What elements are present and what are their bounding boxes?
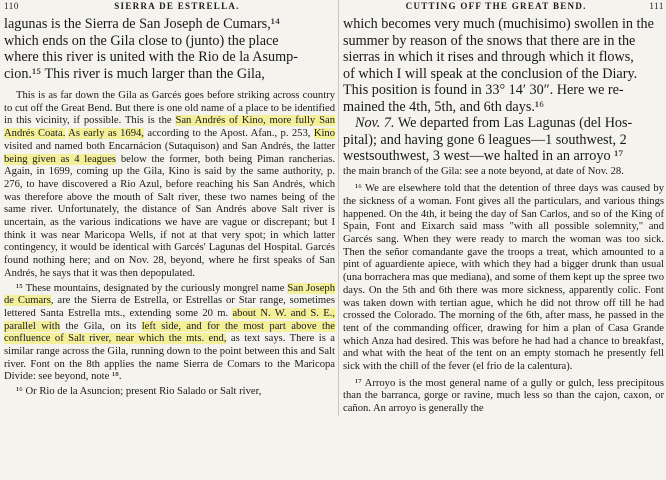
right-main-line-8: pital); and having gone 6 leagues—1 southwest, 2	[343, 131, 627, 148]
right-running-head	[343, 1, 664, 13]
right-main-line-3: sierras in which it rises and through which it flows,	[343, 49, 634, 65]
footnote-15: ¹⁵ These mountains, designated by the curiously mongrel name San Joseph de Cumars, are the Sierra de Estrella, or Estrellas or Star range, sometimes lettered Santa Estrella mts., extending some 20 m. about N. W. and S. E., parallel with the Gila, on its left side, and for the most part above the confluence of Salt river, near which the mts. end, as text says. There is a similar range across the Gila, running down to the point between this and Salt river. Font on the 8th applies the name Sierra de Comars to the Maricopa Divide: see beyond, note ¹⁸.	[4, 282, 336, 383]
right-main-line-7: Nov. 7. We departed from Las Lagunas (del Hos-	[355, 115, 633, 131]
right-main-line-9: westsouthwest, 3 west—we halted in an arroyo ¹⁷	[343, 148, 624, 164]
left-page	[4, 0, 338, 399]
footnote-17: ¹⁶ We are elsewhere told that the detention of three days was caused by the sickness of a woman. Font gives all the particulars, and various things happened. On the 4th, it being the day of San Carlos, and so of the King of Spain, Font and Eixarch said mass "with all possible solemnity," and Garcés sang. When they were ready to march the woman was too sick. Then the señor comandante gave the troops a treat, which amounted to a pint of aguardiente apiece, with which they had a bigger drunk than usual (una borrachera mas que mediana), and some of them kept up the spree two days. On the 5th and 6th there was more sickness, apparently colic. Font was taken down with tertian ague, which he did not throw off till he had crossed the Colorado. The morning of the 6th, after mass, he passed in the tent of the commanding officer, drawing for him a plan of Casa Grande which Anza had desired. This was before he had had a chance to breakfast, and what with the heat of the tent on an empty stomach he presently fell sick with the chill of the fever (el frio de la calentura).	[343, 183, 664, 373]
right-note-continued: the main branch of the Gila: see a note beyond, at date of Nov. 28.	[343, 165, 624, 177]
right-main-line-4: of which I will speak at the conclusion of the Diary.	[343, 65, 638, 82]
left-main-line-1: lagunas is the Sierra de San Joseph de Cumars,¹⁴	[4, 16, 280, 32]
footnote-14-continued: This is as far down the Gila as Garcés goes before striking across country to cut off the Great Bend. But there is one old name of a place to be identified in this vicinity, if possible. This is the San Andrés of Kino, more fully San Andrés Coata. As early as 1694, according to the Apost. Afan., p. 253, Kino visited and named both Encarnácion (Sutaquison) and San Andrés, the latter being given as 4 leagues below the former, both being Piman rancherias. Again, in 1699, coming up the Gila, Kino is said by the same authority, p. 276, to have discovered a Rio Azul, before reaching his San Andrés, which was therefore above the mouth of Salt river, these two names being of the same river. Unfortunately, the distance of San Andrés above Salt river is uncertain, as the various indications we have are vague or discrepant; but I think it was near Maricopa Wells, if not at that very spot; in which latter contingency, it would be identical with Garcés' Lagunas del Hospital. Garcés found nothing here; and on Nov. 28, beyond, where he first speaks of San Andrés, he says that it was then depopulated.	[4, 90, 335, 279]
right-main-line-1: which becomes very much (muchisimo) swollen in the	[343, 16, 654, 32]
footnote-18: ¹⁷ Arroyo is the most general name of a gully or gulch, less precipitous than the barranca, gorge or ravine, much less so than the cajon, caxon, or cañon. An arroyo is generally the	[343, 377, 664, 415]
right-running-title: CUTTING OFF THE GREAT BEND.	[405, 1, 587, 11]
footnote-16: ¹⁶ Or Rio de la Asuncion; present Rio Salado or Salt river,	[16, 386, 262, 398]
left-main-line-3: where this river is united with the Rio de la Asump-	[4, 49, 298, 65]
left-running-title: SIERRA DE ESTRELLA.	[114, 1, 240, 11]
left-main-line-2: which ends on the Gila close to (junto) the place	[4, 32, 279, 49]
left-page-number: 110	[4, 1, 19, 11]
right-main-line-6: mained the 4th, 5th, and 6th days.¹⁶	[343, 98, 545, 115]
left-running-head	[4, 1, 335, 13]
right-main-line-5: This position is found in 33° 14′ 30″. Here we re-	[343, 82, 624, 98]
right-page-number: 111	[649, 1, 664, 11]
right-main-line-2: summer by reason of the snows that there are in the	[343, 32, 636, 49]
left-main-text	[4, 16, 335, 82]
right-main-text	[343, 16, 664, 165]
left-main-line-4: cion.¹⁵ This river is much larger than the Gila,	[4, 65, 265, 82]
right-page	[338, 0, 664, 416]
